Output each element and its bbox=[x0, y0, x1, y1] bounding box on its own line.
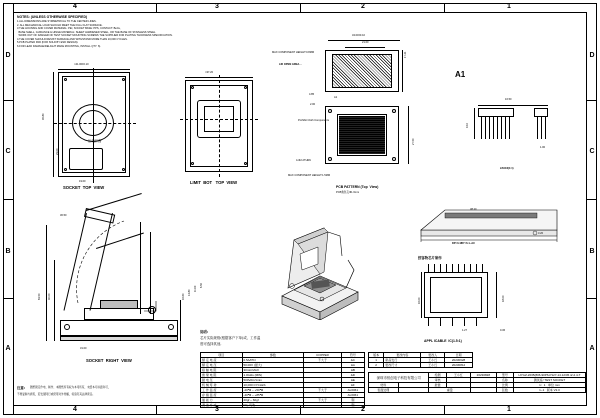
dim-2750-label: 27.50 bbox=[412, 138, 415, 145]
zhao-shi-label: 按客物芯片制作 bbox=[418, 256, 442, 260]
rev-cell: 王小红 bbox=[421, 363, 445, 368]
scale-label: 比例 bbox=[496, 383, 513, 388]
isometric-view bbox=[262, 200, 372, 320]
limit-bot-hole bbox=[191, 86, 194, 89]
desc-value: 测试座/ TEST SOCKET bbox=[514, 378, 586, 383]
dim-910-line bbox=[474, 108, 475, 139]
dim-ic-lead-w: 0.36 bbox=[500, 329, 506, 332]
frame-tick bbox=[587, 199, 597, 200]
a1-view-label: A1 bbox=[455, 70, 466, 79]
spec-cell: 1.0GΩs (MIN) bbox=[242, 373, 304, 378]
spec-note-line-2: 度可选择其他. bbox=[200, 342, 222, 346]
spec-th-1: 参数 bbox=[242, 353, 304, 358]
zone-left-c: C bbox=[5, 148, 11, 155]
dim-1721-label: 17.21 bbox=[404, 51, 407, 58]
surface-value bbox=[398, 388, 429, 393]
spec-cell: 存 储 温 度 bbox=[201, 393, 243, 398]
dim-right-1-line bbox=[46, 225, 47, 341]
spec-cell: 不大于 bbox=[304, 388, 341, 393]
spec-th-3: 符号 bbox=[341, 353, 364, 358]
dim-right-2: 40.00 bbox=[48, 293, 51, 300]
detail-pin-lead bbox=[509, 117, 510, 139]
detail-pin-lead bbox=[493, 117, 494, 139]
ic-lead-bottom bbox=[440, 318, 441, 326]
lid-open-area-label: LID OPEN AREA… bbox=[279, 63, 302, 66]
check-label: 审核 bbox=[429, 378, 446, 383]
pcb-thru-hole bbox=[328, 109, 332, 113]
company-name: 深圳市恒创电子科技有限公司 bbox=[369, 373, 429, 383]
dim-41-line bbox=[58, 69, 130, 70]
dim-2p00-label: 2.00 bbox=[310, 103, 316, 106]
desc-label: 名称 bbox=[496, 378, 513, 383]
ic-lead bbox=[440, 264, 441, 272]
notes-line-2: 2. ALL MECHANICAL LOAD SHOULD MEET THE FULL FLAT SURFACE. bbox=[17, 23, 103, 27]
dim-right-3: 31.00 bbox=[80, 347, 87, 350]
dp-note: DP=0.488°=6.1~AC bbox=[452, 242, 476, 245]
zone-left-d: D bbox=[5, 52, 11, 59]
unit-value: mm bbox=[554, 383, 560, 387]
frame-tick bbox=[587, 298, 597, 299]
spec-cell: ΔB bbox=[341, 368, 364, 373]
socket-top-window bbox=[69, 148, 103, 170]
dim-side-2: 3.20 bbox=[538, 232, 544, 235]
spec-cell: 清 洁 方 式 bbox=[201, 403, 243, 408]
spec-note-line-1: 芯片实际规格(根据客户下单)或、工作温 bbox=[200, 336, 261, 340]
dim-2750-line bbox=[408, 106, 409, 164]
dim-910-label: 9.10 bbox=[466, 122, 469, 128]
spec-cell: 20gf ~ 60gf bbox=[242, 398, 304, 403]
window-callout: 压块开窗 bbox=[88, 139, 102, 143]
ic-lead bbox=[476, 264, 477, 272]
ic-lead bbox=[470, 264, 471, 272]
spec-cell: 绝 缘 电 阻 bbox=[201, 373, 243, 378]
dim-21-label: 21.00 bbox=[362, 41, 369, 44]
dim-right-4: 16.60 bbox=[182, 293, 185, 300]
dim-21-line bbox=[345, 47, 385, 48]
rev-cell: 20230812 bbox=[445, 363, 473, 368]
zone-bottom-2: 2 bbox=[361, 406, 365, 413]
socket-right-view-label: SOCKET RIGHT VIEW bbox=[86, 358, 132, 363]
detail-pin-body-right bbox=[534, 108, 548, 117]
socket-top-centerline-v bbox=[93, 68, 94, 183]
zone-right-d: D bbox=[589, 52, 595, 59]
dim-1650-text: 16.50 bbox=[505, 98, 512, 101]
thru-callout: 4-Φ2.2THRU bbox=[296, 159, 312, 162]
zone-right-c: C bbox=[589, 148, 595, 155]
ic-lead bbox=[482, 264, 483, 272]
detail-pin-lead-right bbox=[541, 117, 542, 139]
part-no-value: HYGZ-2035(806-90P6-P127-14.12/45.4/-2.4-T bbox=[514, 373, 586, 378]
weight-label: 重量 bbox=[429, 388, 471, 393]
socket-top-view-label: SOCKET TOP VIEW bbox=[63, 185, 105, 190]
spec-cell: 耐 电 压 bbox=[201, 378, 243, 383]
title-block bbox=[368, 372, 586, 393]
detail-pin-lead bbox=[489, 117, 490, 139]
dim-4p85-label: 4.85 bbox=[309, 93, 315, 96]
spec-cell: 不大于 bbox=[304, 358, 341, 363]
zone-top-1: 1 bbox=[507, 3, 511, 10]
spec-cell: Dry-气吹 bbox=[242, 403, 304, 408]
spec-cell: -40℃ ~ +85℃ bbox=[242, 393, 304, 398]
spec-cell: 10,000 CYCLES bbox=[242, 383, 304, 388]
frame-tick bbox=[444, 3, 445, 12]
ic-lead bbox=[434, 264, 435, 272]
zone-top-3: 3 bbox=[215, 3, 219, 10]
detail-pin-lead bbox=[501, 117, 502, 139]
a1-corner-label: A1 bbox=[334, 96, 338, 99]
notes-line-8: 6.FOR LEAD DAMAGE/DELIGHT MAKE MOUNTING, INSTALL QTY: 6). bbox=[17, 44, 101, 48]
prohibit-cloth-label: Prohibit Cloth Components bbox=[298, 119, 329, 122]
pcb-note-label: PCB焦色孔Φ1.6mm bbox=[336, 191, 360, 194]
socket-top-hole bbox=[64, 168, 67, 171]
ic-lead bbox=[452, 264, 453, 272]
dim-right-5: 14.80 bbox=[188, 289, 191, 296]
detail-pin-lead-right bbox=[537, 117, 538, 139]
dim-45-label: 45.80 bbox=[42, 113, 45, 120]
dim-ic-width: 18.00 bbox=[502, 295, 505, 302]
frame-tick bbox=[156, 3, 157, 12]
max-comp2-label: MAX COMPONENT HEIGHT:1.5MM bbox=[288, 174, 331, 177]
spec-cell: ΔD bbox=[341, 373, 364, 378]
revision-table bbox=[368, 352, 473, 368]
ic-lead-bottom bbox=[428, 318, 429, 326]
spec-note-head: 说明: bbox=[200, 330, 209, 334]
notes-line-5: WORK OUT OF DANGER OF TEST SOCKET MOUNTING SCREWS THE SUPPLIER FOR PLATING THICKNESS SPECIFICATION. bbox=[17, 34, 173, 37]
spec-cell: 0.5A/PIN bbox=[242, 358, 304, 363]
spec-cell: 不大于 bbox=[304, 398, 341, 403]
sheet-row bbox=[514, 388, 586, 393]
spec-cell: AL6061 bbox=[341, 393, 364, 398]
appl-cable-label: APPL ICABLE IC(1.5:1) bbox=[424, 339, 462, 343]
spec-cell: 插 拔 力 bbox=[201, 398, 243, 403]
spec-cell bbox=[304, 403, 341, 408]
rev-cell: 王小红 bbox=[421, 358, 445, 363]
ic-lead-bottom bbox=[452, 318, 453, 326]
spec-cell: 500VAC/1min bbox=[242, 378, 304, 383]
footer-note-line-1: 图纸锁定作电、制作、本图纸所有权为本司所有，未经本司书面许可， bbox=[30, 386, 111, 389]
frame-tick bbox=[444, 406, 445, 415]
pcb-thru-hole bbox=[392, 109, 396, 113]
limit-bot-centerline-v bbox=[219, 75, 220, 177]
detail-pin-body bbox=[478, 108, 514, 117]
detail-pin-lead bbox=[481, 117, 482, 139]
dim-side-1: 38.20 bbox=[470, 208, 477, 211]
pcb-thru-hole bbox=[392, 157, 396, 161]
dim-19-label: 19.00 bbox=[79, 180, 86, 183]
title-block-row-company bbox=[369, 373, 586, 378]
limit-bot-view-label: LIMIT BOT TOP VIEW bbox=[190, 180, 238, 185]
sheet-label: 张数 bbox=[496, 388, 513, 393]
detail-pin-lead bbox=[485, 117, 486, 139]
side-section-view bbox=[415, 202, 565, 250]
spec-table bbox=[200, 352, 365, 408]
ic-lead bbox=[446, 264, 447, 272]
dim-ic-height-line bbox=[421, 272, 422, 318]
notes-line-7: 5.PCB PLATED PAD (FOR SOLD BY ESD DESIGN). bbox=[17, 41, 79, 44]
surface-label: 表面处理 bbox=[369, 388, 399, 393]
dim-limit-top-line bbox=[185, 77, 253, 78]
ic-lead bbox=[428, 264, 429, 272]
title-block-row-surface bbox=[369, 388, 586, 393]
socket-right-arc bbox=[60, 215, 180, 325]
material-label: 材料 bbox=[369, 383, 399, 388]
spec-cell: 铜 bbox=[341, 403, 364, 408]
rev-th-2: 更改人 bbox=[421, 353, 445, 358]
dim-23-label: 23.00 bbox=[56, 148, 59, 155]
frame-tick bbox=[3, 199, 13, 200]
ic-lead bbox=[458, 264, 459, 272]
zone-bottom-4: 4 bbox=[73, 406, 77, 413]
dim-right-1: 63.50 bbox=[38, 293, 41, 300]
spec-cell: ΔE bbox=[341, 378, 364, 383]
socket-right-base-plate bbox=[60, 336, 178, 341]
detail-pin-lead bbox=[497, 117, 498, 139]
dim-1721-line bbox=[402, 50, 403, 92]
dim-right-2-line bbox=[54, 260, 55, 341]
dim-3420-line bbox=[328, 40, 400, 41]
dim-41-label: □41.00±0.10 bbox=[74, 63, 89, 66]
max-comp-label: MAX COMPONENT HEIGHT:0.8MM bbox=[272, 51, 315, 54]
limit-bot-hole bbox=[244, 162, 247, 165]
approve-label: 批准 bbox=[429, 383, 446, 388]
dim-limit-top: □37.20 bbox=[205, 71, 214, 74]
scale-value: 1：1 bbox=[539, 383, 546, 387]
spec-cell: 50.00V (最大) bbox=[242, 363, 304, 368]
weight-value bbox=[471, 388, 497, 393]
dim-right-4-line bbox=[180, 300, 181, 341]
ic-lead bbox=[464, 264, 465, 272]
rev-th-0: 版本 bbox=[369, 353, 384, 358]
zone-left-a: A bbox=[5, 345, 11, 352]
dim-right-8: 30.50 bbox=[60, 214, 67, 217]
spec-cell: 额 定 电 流 bbox=[201, 358, 243, 363]
spec-cell: 工 作 温 度 bbox=[201, 388, 243, 393]
zone-top-4: 4 bbox=[73, 3, 77, 10]
dim-3420-label: 34.00±0.10 bbox=[352, 34, 365, 37]
frame-tick bbox=[587, 100, 597, 101]
rev-cell: 1 bbox=[369, 358, 384, 363]
frame-tick bbox=[3, 298, 13, 299]
notes-line-6: 4.THE COVER SHOULD RESIST SURFACE AND WITHSTAND MORE THAN 10,000 CYCLES. bbox=[17, 37, 128, 41]
notes-line-4: BASE SHELL, GUIDANCE & HINGE MATERIAL: SHEET HARDENED STEEL, OR THE BASE OF STAINLESS STEEL bbox=[17, 30, 156, 34]
drawn-label: 绘图 bbox=[429, 373, 446, 378]
zone-top-2: 2 bbox=[361, 3, 365, 10]
ic-lead-bottom bbox=[464, 318, 465, 326]
pcb-thru-hole bbox=[328, 157, 332, 161]
pcb-pad-grid bbox=[339, 116, 385, 154]
spec-cell: AL6061 bbox=[341, 388, 364, 393]
rev-cell: 更改尺寸 bbox=[384, 363, 421, 368]
notes-line-3: 3.THE HOUSING AND COVER MATERIAL: PEI, SOCKET BASE: PPS, CONTACT: BeCu, bbox=[17, 27, 121, 30]
footer-note-line-2: 不得复制与拷贝，若发现同行或使用对外传播，将追究其法律责任。 bbox=[17, 393, 95, 396]
frame-tick bbox=[13, 406, 14, 415]
limit-bot-hole bbox=[191, 162, 194, 165]
dim-45-line bbox=[53, 72, 54, 177]
spec-cell: 接 触 电 阻 bbox=[201, 368, 243, 373]
notes-title: NOTES: (UNLESS OTHERWISE SPECIFIED) bbox=[17, 15, 88, 19]
detail-pin-lead-right bbox=[545, 117, 546, 139]
zone-left-b: B bbox=[5, 248, 11, 255]
dim-100-label: 1.00 bbox=[540, 146, 546, 149]
zone-bottom-3: 3 bbox=[215, 406, 219, 413]
sheet-value: 1−1 bbox=[539, 388, 545, 392]
spec-cell: ΔC bbox=[341, 358, 364, 363]
socket-top-hole bbox=[64, 78, 67, 81]
ic-body-inner bbox=[430, 277, 482, 313]
spec-th-0: 项目 bbox=[201, 353, 243, 358]
frame-tick bbox=[156, 406, 157, 415]
footer-note-title: 注意: bbox=[17, 386, 26, 390]
rev-th-1: 更改内容 bbox=[384, 353, 421, 358]
rev-label: 版本 bbox=[546, 388, 553, 392]
lid-open-area-box bbox=[325, 50, 399, 92]
spec-cell: 30mΩ MAX bbox=[242, 368, 304, 373]
frame-tick bbox=[3, 100, 13, 101]
spec-cell: -20℃ ~ +50℃ bbox=[242, 388, 304, 393]
spec-table-row bbox=[201, 403, 365, 408]
zone-right-b: B bbox=[589, 248, 595, 255]
part-no-label: 型号 bbox=[496, 373, 513, 378]
date-value: 20230828 bbox=[471, 373, 497, 378]
rev-cell: 新品发行 bbox=[384, 358, 421, 363]
drawn-value: 王小红 bbox=[446, 373, 470, 378]
dim-ic-height: 16.00 bbox=[418, 297, 421, 304]
zone-right-a: A bbox=[589, 345, 595, 352]
detail-pin-lead bbox=[505, 117, 506, 139]
spec-cell: ΔA bbox=[341, 363, 364, 368]
frame-tick bbox=[300, 3, 301, 12]
socket-top-hole bbox=[122, 168, 125, 171]
zone-bottom-1: 1 bbox=[507, 406, 511, 413]
spec-cell: 铜 bbox=[341, 398, 364, 403]
socket-top-centerline-h bbox=[54, 123, 136, 124]
limit-bot-hole bbox=[244, 86, 247, 89]
rev-value: V2.0 bbox=[553, 388, 560, 392]
spec-th-2: COPPER bbox=[304, 353, 341, 358]
spec-cell: ΔF bbox=[341, 383, 364, 388]
frame-tick bbox=[13, 3, 14, 12]
rev-th-3: 日期 bbox=[445, 353, 473, 358]
pcb-pattern-label: PCB PATTERN (Top View) bbox=[336, 185, 379, 189]
rev-cell: 2 bbox=[369, 363, 384, 368]
ic-lead-bottom bbox=[476, 318, 477, 326]
notes-line-1: 1.ALL DIMENSIONS ARE SYMMETRICAL TO THE CENTER LINES. bbox=[17, 20, 97, 23]
unit-label: 单位 bbox=[548, 383, 555, 387]
dim-right-7: 6.50 bbox=[200, 282, 203, 288]
dim-1650-line bbox=[478, 105, 548, 106]
dim-right-6: 11.60 bbox=[194, 285, 197, 292]
spec-cell: 额 定 电 压 bbox=[201, 363, 243, 368]
spec-cell: 机 械 寿 命 bbox=[201, 383, 243, 388]
dim-ic-width-line bbox=[496, 272, 497, 318]
socket-top-hole bbox=[122, 78, 125, 81]
detail-label: #A0C3(1:1) bbox=[500, 167, 514, 170]
dim-ic-pitch: 1.27 bbox=[462, 329, 468, 332]
revision-row bbox=[369, 363, 473, 368]
rev-cell: 20230628 bbox=[445, 358, 473, 363]
